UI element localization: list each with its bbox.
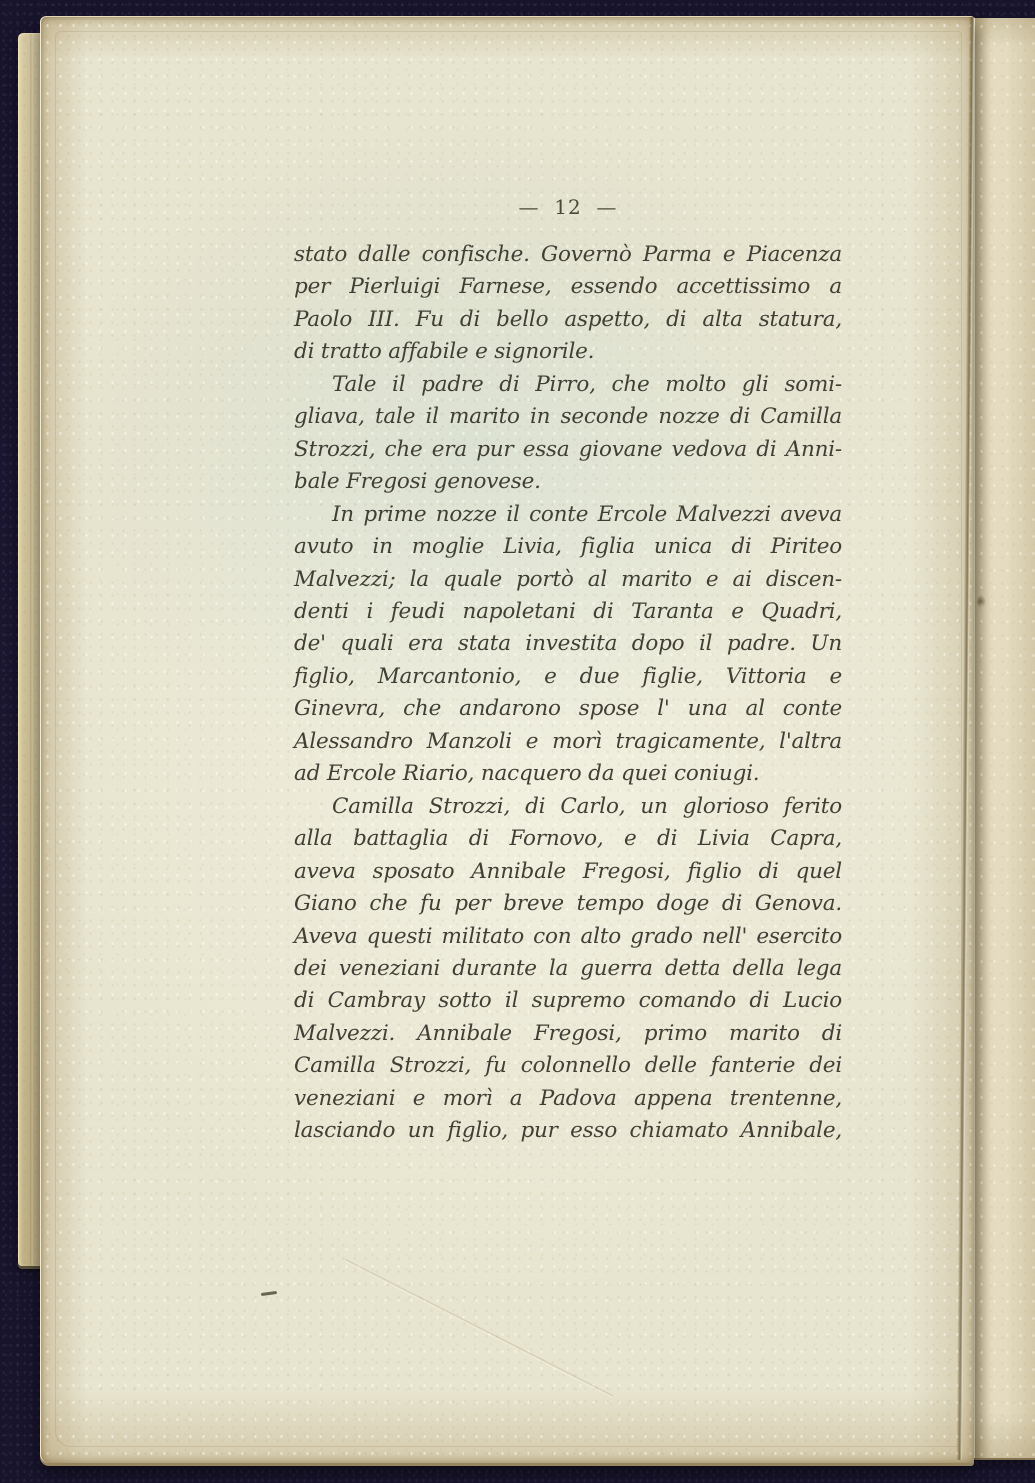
text-line: Camilla Strozzi, di Carlo, un glorioso ferito (332, 793, 842, 819)
paragraph (294, 239, 842, 369)
paper-crease (344, 1259, 613, 1399)
text-line: avuto in moglie Livia, figlia unica di Piriteo (294, 534, 842, 560)
text-line: Ginevra, che andarono spose l' una al conte (294, 696, 842, 722)
text-line: dei veneziani durante la guerra detta della lega (294, 955, 842, 981)
text-line: Strozzi, che era pur essa giovane vedova di Anni- (294, 436, 842, 462)
page-number: — 12 — (518, 195, 618, 219)
text-line: di tratto affabile e signorile. (294, 339, 595, 365)
text-line: denti i feudi napoletani di Taranta e Quadri, (294, 598, 842, 624)
paragraph (294, 369, 842, 499)
text-line: alla battaglia di Fornovo, e di Livia Capra, (294, 826, 842, 852)
text-line: Camilla Strozzi, fu colonnello delle fanterie dei (294, 1053, 842, 1079)
text-line: Alessandro Manzoli e morì tragicamente, l'altra (294, 728, 842, 754)
paragraph (294, 499, 842, 791)
text-line: stato dalle confische. Governò Parma e Piacenza (294, 242, 842, 267)
text-line: gliava, tale il marito in seconde nozze di Camilla (294, 404, 842, 430)
text-line: di Cambray sotto il supremo comando di Lucio (294, 988, 842, 1014)
text-line: figlio, Marcantonio, e due figlie, Vittoria e (294, 663, 842, 689)
text-line: Aveva questi militato con alto grado nell' esercito (294, 923, 842, 949)
text-line: bale Fregosi genovese. (294, 469, 541, 495)
book-page (40, 16, 974, 1463)
text-line: veneziani e morì a Padova appena trentenne, (294, 1085, 842, 1111)
paragraph (294, 791, 842, 1148)
text-line: ad Ercole Riario, nacquero da quei coniugi. (294, 761, 760, 787)
text-line: per Pierluigi Farnese, essendo accettissimo a (294, 274, 842, 300)
text-line: Malvezzi; la quale portò al marito e ai discen- (294, 566, 842, 592)
text-line: Tale il padre di Pirro, che molto gli somi- (332, 371, 842, 397)
ink-speck (261, 1291, 277, 1296)
text-line: lasciando un figlio, pur esso chiamato Annibale, (294, 1118, 842, 1144)
facing-page-edge (974, 18, 1035, 1458)
text-line: de' quali era stata investita dopo il padre. Un (294, 631, 842, 657)
text-line: In prime nozze il conte Ercole Malvezzi aveva (332, 501, 842, 527)
text-block (294, 239, 842, 1148)
text-line: Malvezzi. Annibale Fregosi, primo marito di (294, 1020, 842, 1046)
page-edge-notch (977, 595, 986, 608)
text-line: aveva sposato Annibale Fregosi, figlio di quel (294, 858, 842, 884)
text-line: Paolo III. Fu di bello aspetto, di alta statura, (294, 306, 842, 332)
text-line: Giano che fu per breve tempo doge di Genova. (294, 891, 842, 917)
